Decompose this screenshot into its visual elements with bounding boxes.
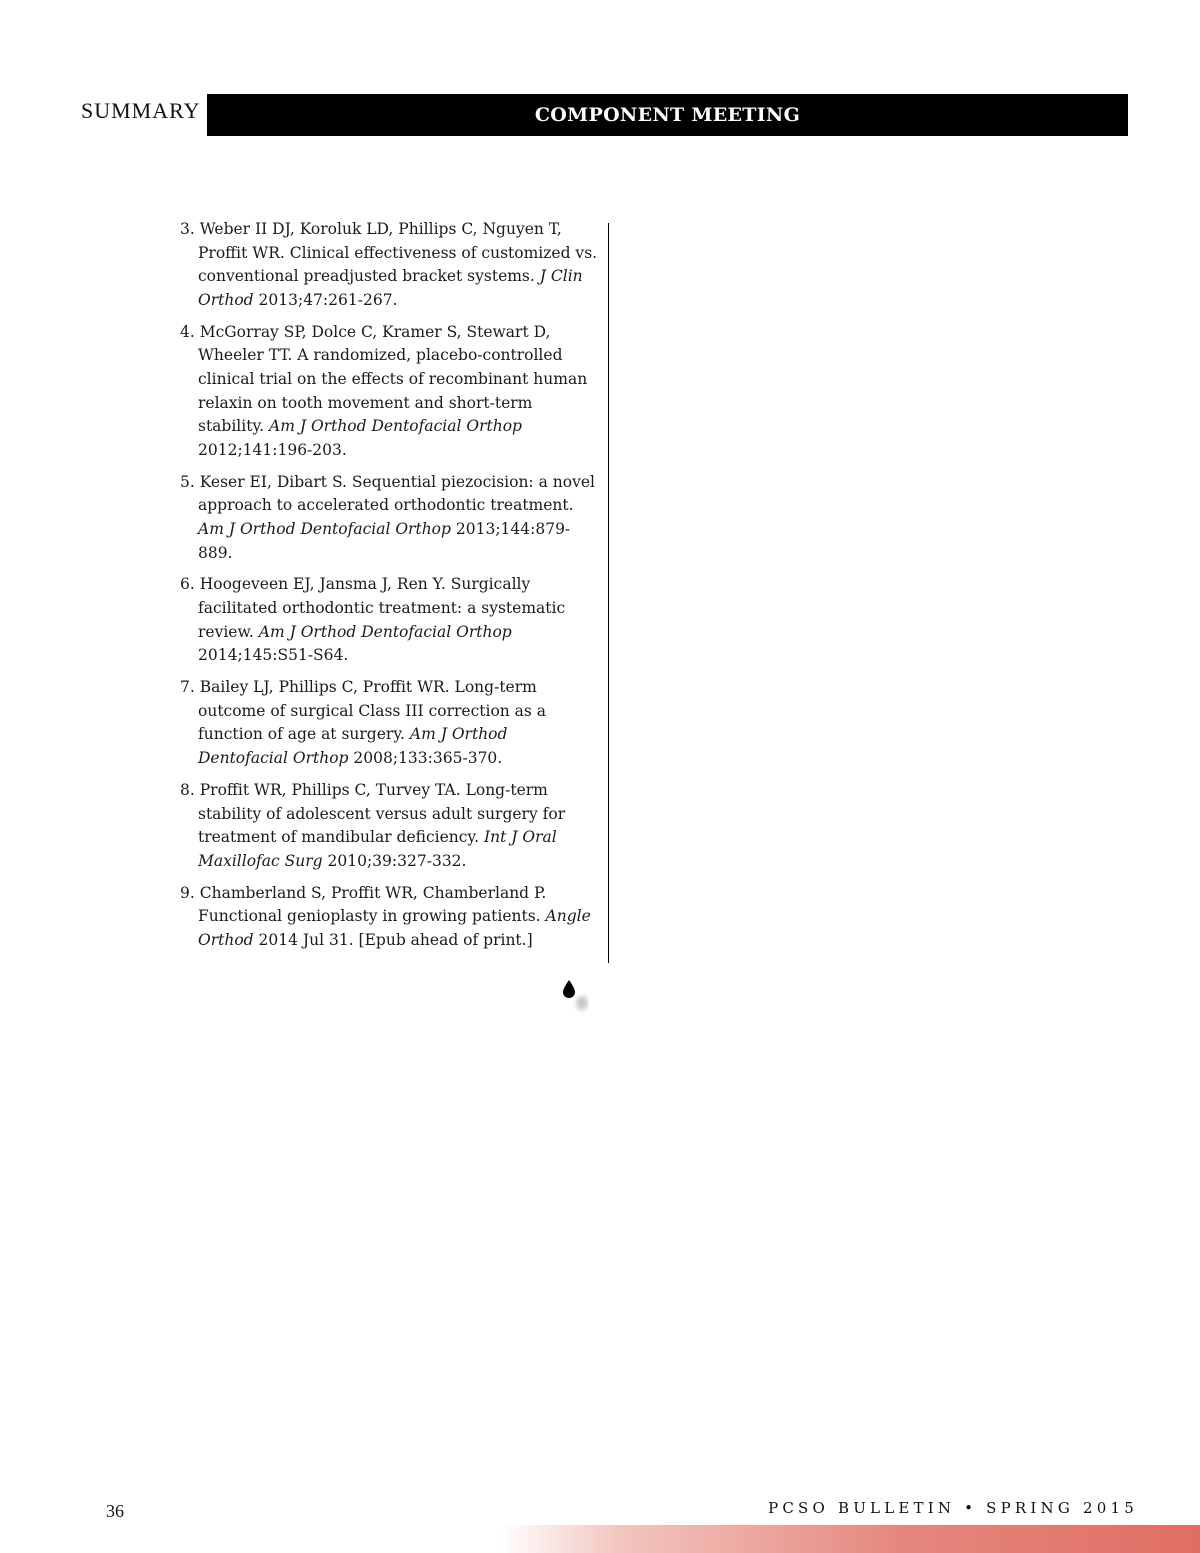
reference-journal: Int J Oral Maxillofac Surg bbox=[198, 828, 557, 870]
reference-item bbox=[180, 676, 600, 770]
reference-number: 9. bbox=[180, 883, 195, 902]
reference-journal: J Clin Orthod bbox=[198, 267, 583, 309]
header-banner bbox=[207, 94, 1128, 136]
reference-number: 7. bbox=[180, 678, 195, 697]
reference-citation: 2008;133:365-370. bbox=[353, 749, 503, 768]
reference-text: Proffit WR, Phillips C, Turvey TA. Long-term stability of adolescent versus adult surgery for treatment of mandibular deficiency. bbox=[198, 781, 566, 847]
reference-journal: Am J Orthod Dentofacial Orthop bbox=[258, 622, 512, 641]
reference-citation: 2013;47:261-267. bbox=[258, 290, 398, 309]
footer-color-band bbox=[0, 1525, 1200, 1553]
page-number: 36 bbox=[106, 1501, 124, 1521]
reference-text: Chamberland S, Proffit WR, Chamberland P. Functional genioplasty in growing patients. bbox=[198, 883, 547, 926]
reference-citation: 2010;39:327-332. bbox=[327, 851, 467, 870]
publication-footer: PCSO BULLETIN • SPRING 2015 bbox=[768, 1499, 1138, 1517]
reference-item bbox=[180, 321, 600, 463]
banner-title: COMPONENT MEETING bbox=[534, 104, 801, 126]
reference-text: Bailey LJ, Phillips C, Proffit WR. Long-term outcome of surgical Class III correction as a function of age at surgery. bbox=[198, 678, 547, 744]
reference-item bbox=[180, 882, 600, 953]
reference-citation: 2014 Jul 31. [Epub ahead of print.] bbox=[258, 930, 533, 949]
reference-text: Weber II DJ, Koroluk LD, Phillips C, Nguyen T, Proffit WR. Clinical effectiveness of customized vs. conventional preadjusted bracket systems. bbox=[198, 220, 598, 286]
reference-citation: 2012;141:196-203. bbox=[198, 440, 347, 459]
reference-journal: Angle Orthod bbox=[198, 907, 591, 949]
reference-text: McGorray SP, Dolce C, Kramer S, Stewart D, Wheeler TT. A randomized, placebo-controlled clinical trial on the effects of recombinant human relaxin on tooth movement and short-term stability. bbox=[198, 322, 588, 436]
reference-item bbox=[180, 779, 600, 873]
reference-text: Keser EI, Dibart S. Sequential piezocision: a novel approach to accelerated orthodontic treatment. bbox=[198, 472, 595, 515]
reference-number: 5. bbox=[180, 472, 195, 491]
section-label: SUMMARY bbox=[81, 98, 201, 123]
reference-citation: 2013;144:879-889. bbox=[198, 519, 571, 562]
reference-journal: Am J Orthod Dentofacial Orthop bbox=[269, 417, 522, 436]
reference-item bbox=[180, 471, 600, 565]
drop-icon bbox=[561, 978, 589, 1018]
reference-citation: 2014;145:S51-S64. bbox=[198, 646, 349, 665]
reference-item bbox=[180, 218, 600, 312]
reference-journal: Am J Orthod Dentofacial Orthop bbox=[198, 519, 451, 538]
reference-number: 3. bbox=[180, 220, 195, 238]
reference-text: Hoogeveen EJ, Jansma J, Ren Y. Surgically facilitated orthodontic treatment: a systematic review. bbox=[198, 575, 566, 641]
reference-number: 6. bbox=[180, 575, 195, 594]
reference-number: 4. bbox=[180, 322, 195, 341]
reference-item bbox=[180, 573, 600, 667]
reference-list bbox=[180, 218, 600, 961]
reference-number: 8. bbox=[180, 781, 195, 800]
reference-journal: Am J Orthod Dentofacial Orthop bbox=[198, 725, 508, 768]
column-divider bbox=[608, 223, 609, 963]
